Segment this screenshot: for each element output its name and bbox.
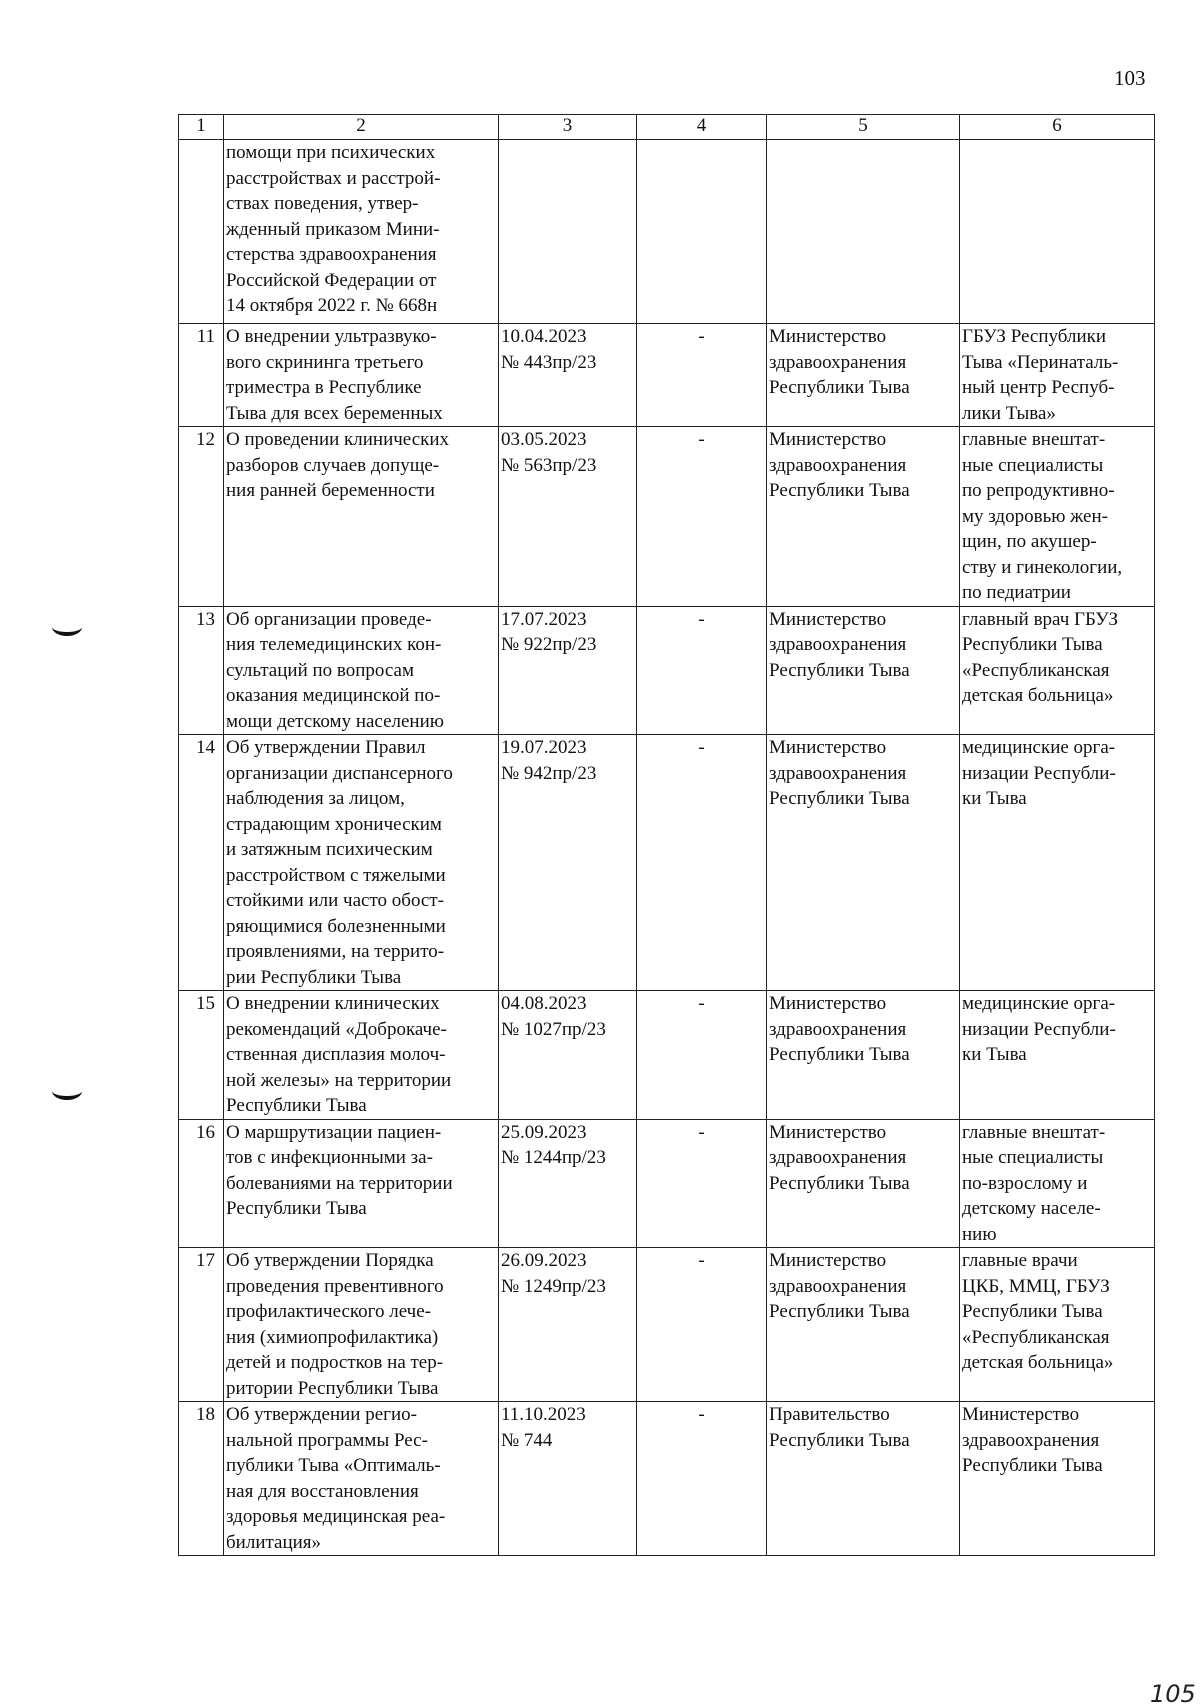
document-ref: 25.09.2023 № 1244пр/23 [499,1119,637,1248]
document-ref: 19.07.2023 № 942пр/23 [499,735,637,991]
row-number: 18 [179,1402,224,1556]
table-row [179,1248,1155,1402]
responsible-body: Министерство здравоохранения Республики Тыва [767,427,960,607]
binding-mark [52,1082,82,1100]
measure-title: О проведении клинических разборов случаев допуще- ния ранней беременности [224,427,499,607]
column-4-value: - [637,1119,767,1248]
header-cell: 1 [179,115,224,140]
column-4-value: - [637,1248,767,1402]
page-number: 103 [1114,66,1146,90]
row-number: 17 [179,1248,224,1402]
row-number: 12 [179,427,224,607]
measure-title: Об утверждении Правил организации диспансерного наблюдения за лицом, страдающим хроническим и затяжным психическим расстройством с тяжелыми стойкими или часто обост- ряющимися болезненными проявлениями, на террито- рии Республики Тыва [224,735,499,991]
measure-title: помощи при психических расстройствах и расстрой- ствах поведения, утвер- жденный приказом Мини- стерства здравоохранения Российской Федерации от 14 октября 2022 г. № 668н [224,140,499,324]
header-cell: 6 [960,115,1155,140]
measure-title: Об утверждении Порядка проведения превентивного профилактического лече- ния (химиопрофилактика) детей и подростков на тер- ритории Республики Тыва [224,1248,499,1402]
responsible-body: Министерство здравоохранения Республики Тыва [767,324,960,427]
responsible-body: Министерство здравоохранения Республики Тыва [767,735,960,991]
measure-title: О маршрутизации пациен- тов с инфекционными за- болеваниями на территории Республики Тыва [224,1119,499,1248]
executor: ГБУЗ Республики Тыва «Перинаталь- ный центр Респуб- лики Тыва» [960,324,1155,427]
table-row [179,427,1155,607]
row-number: 16 [179,1119,224,1248]
measure-title: Об утверждении регио- нальной программы Рес- публики Тыва «Оптималь- ная для восстановления здоровья медицинская реа- билитация» [224,1402,499,1556]
header-cell: 2 [224,115,499,140]
table-row [179,991,1155,1120]
executor [960,140,1155,324]
measure-title: О внедрении ультразвуко- вого скрининга третьего триместра в Республике Тыва для всех беременных [224,324,499,427]
responsible-body: Министерство здравоохранения Республики Тыва [767,991,960,1120]
column-4-value: - [637,427,767,607]
executor: главные внештат- ные специалисты по-взрослому и детскому населе- нию [960,1119,1155,1248]
header-cell: 5 [767,115,960,140]
row-number: 15 [179,991,224,1120]
table-row [179,1402,1155,1556]
table-row [179,140,1155,324]
column-4-value: - [637,735,767,991]
row-number: 13 [179,606,224,735]
header-cell: 4 [637,115,767,140]
document-ref: 04.08.2023 № 1027пр/23 [499,991,637,1120]
measure-title: О внедрении клинических рекомендаций «Доброкаче- ственная дисплазия молоч- ной железы» на территории Республики Тыва [224,991,499,1120]
binding-mark [52,618,82,636]
document-ref: 26.09.2023 № 1249пр/23 [499,1248,637,1402]
executor: главный врач ГБУЗ Республики Тыва «Республиканская детская больница» [960,606,1155,735]
table-row [179,606,1155,735]
column-4-value: - [637,324,767,427]
header-cell: 3 [499,115,637,140]
document-ref [499,140,637,324]
table-row [179,324,1155,427]
executor: медицинские орга- низации Республи- ки Тыва [960,735,1155,991]
header-row [179,115,1155,140]
column-4-value: - [637,606,767,735]
executor: медицинские орга- низации Республи- ки Тыва [960,991,1155,1120]
column-4-value: - [637,1402,767,1556]
document-ref: 11.10.2023 № 744 [499,1402,637,1556]
responsible-body: Министерство здравоохранения Республики Тыва [767,1248,960,1402]
column-4-value [637,140,767,324]
document-ref: 17.07.2023 № 922пр/23 [499,606,637,735]
responsible-body [767,140,960,324]
row-number [179,140,224,324]
measures-table [178,114,1155,1556]
table-row [179,735,1155,991]
executor: главные врачи ЦКБ, ММЦ, ГБУЗ Республики Тыва «Республиканская детская больница» [960,1248,1155,1402]
document-ref: 03.05.2023 № 563пр/23 [499,427,637,607]
column-4-value: - [637,991,767,1120]
executor: главные внештат- ные специалисты по репродуктивно- му здоровью жен- щин, по акушер- ству и гинекологии, по педиатрии [960,427,1155,607]
row-number: 14 [179,735,224,991]
document-ref: 10.04.2023 № 443пр/23 [499,324,637,427]
row-number: 11 [179,324,224,427]
responsible-body: Министерство здравоохранения Республики Тыва [767,606,960,735]
responsible-body: Правительство Республики Тыва [767,1402,960,1556]
executor: Министерство здравоохранения Республики Тыва [960,1402,1155,1556]
responsible-body: Министерство здравоохранения Республики Тыва [767,1119,960,1248]
measure-title: Об организации проведе- ния телемедицинских кон- сультаций по вопросам оказания медицинской по- мощи детскому населению [224,606,499,735]
handwritten-page-number: 105 [1150,1680,1196,1708]
table-row [179,1119,1155,1248]
